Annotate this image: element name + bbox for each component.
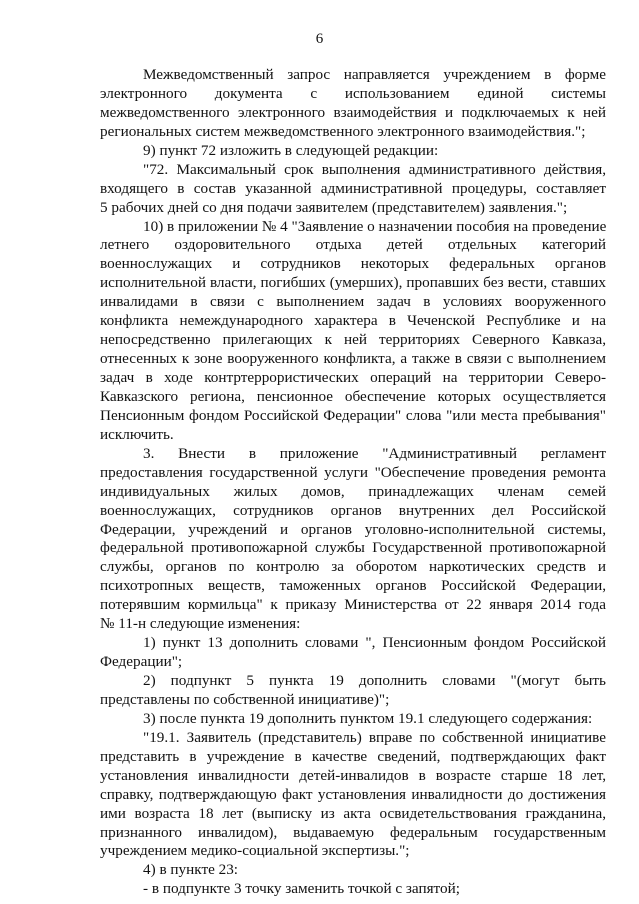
text-line: исключить.: [100, 425, 174, 443]
text-line: межведомственного электронного взаимодействия и подключаемых к ней: [100, 103, 606, 121]
text-line: признанного инвалидом), выдаваемую федеральным государственным: [100, 823, 606, 841]
text-line: 3. Внести в приложение "Административный регламент: [143, 444, 606, 462]
text-line: индивидуальных жилых домов, принадлежащих членам семей: [100, 482, 606, 500]
text-line: представлены по собственной инициативе)";: [100, 690, 390, 708]
text-line: военнослужащих и сотрудников некоторых федеральных органов: [100, 255, 606, 273]
text-line: установления инвалидности детей-инвалидов в возрасте старше 18 лет,: [100, 766, 606, 784]
text-line: 10) в приложении № 4 "Заявление о назначении пособия на проведение: [143, 217, 606, 235]
text-line: 1) пункт 13 дополнить словами ", Пенсионным фондом Российской: [143, 634, 606, 652]
text-line: непосредственно прилегающих к ней территориях Северного Кавказа,: [100, 331, 606, 349]
text-line: "19.1. Заявитель (представитель) вправе по собственной инициативе: [143, 728, 606, 746]
text-line: инвалидами в связи с выполнением задач в условиях вооруженного: [100, 293, 606, 311]
text-line: военнослужащих, сотрудников органов внутренних дел Российской: [100, 501, 606, 519]
text-line: № 11-н следующие изменения:: [100, 615, 301, 633]
text-line: летнего оздоровительного отдыха детей отдельных категорий: [100, 236, 606, 254]
text-line: Межведомственный запрос направляется учреждением в форме: [143, 66, 606, 83]
text-line: справку, подтверждающую факт установления инвалидности до достижения: [100, 785, 606, 803]
text-line: 5 рабочих дней со дня подачи заявителем (представителем) заявления.";: [100, 198, 568, 216]
text-line: входящего в состав указанной административной процедуры, составляет: [100, 179, 606, 197]
text-line: задач в ходе контртеррористических операций на территории Северо-: [100, 369, 606, 386]
text-line: электронного документа с использованием единой системы: [100, 84, 606, 102]
text-line: исполнительной власти, погибших (умерших), пропавших без вести, ставших: [100, 274, 606, 292]
text-line: 2) подпункт 5 пункта 19 дополнить словами "(могут быть: [143, 672, 606, 689]
text-line: учреждением медико-социальной экспертизы.";: [100, 842, 410, 860]
text-line: предоставления государственной услуги "Обеспечение проведения ремонта: [100, 463, 606, 481]
text-line: службы, органов по контролю за оборотом наркотических средств и: [100, 558, 606, 576]
text-line: 4) в пункте 23:: [143, 861, 239, 879]
text-line: "72. Максимальный срок выполнения административного действия,: [143, 160, 606, 178]
text-line: Федерации, учреждений и органов уголовно-исполнительной системы,: [100, 520, 606, 538]
text-line: 3) после пункта 19 дополнить пунктом 19.1 следующего содержания:: [143, 709, 593, 727]
text-line: - в подпункте 3 точку заменить точкой с запятой;: [143, 880, 460, 898]
text-line: Федерации";: [100, 653, 183, 671]
document-body: [100, 66, 606, 899]
text-line: федеральной противопожарной службы Государственной противопожарной: [100, 539, 606, 557]
text-line: Кавказского региона, пенсионное обеспечение которых осуществляется: [100, 387, 606, 405]
text-line: психотропных веществ, таможенных органов Российской Федерации,: [100, 577, 606, 595]
text-line: конфликта немеждународного характера в Чеченской Республике и на: [100, 312, 606, 330]
text-line: потерявшим кормильца" к приказу Министерства от 22 января 2014 года: [100, 596, 606, 614]
page-number: 6: [315, 31, 324, 47]
text-line: отнесенных к зоне вооруженного конфликта, а также в связи с выполнением: [100, 350, 606, 368]
text-line: представить в учреждение в качестве сведений, подтверждающих факт: [100, 747, 606, 765]
text-line: региональных систем межведомственного электронного взаимодействия.";: [100, 122, 586, 140]
text-line: Пенсионным фондом Российской Федерации" слова "или места пребывания": [100, 406, 606, 424]
text-line: ими возраста 18 лет (выписку из акта освидетельствования гражданина,: [100, 804, 606, 822]
text-line: 9) пункт 72 изложить в следующей редакции:: [143, 141, 439, 159]
